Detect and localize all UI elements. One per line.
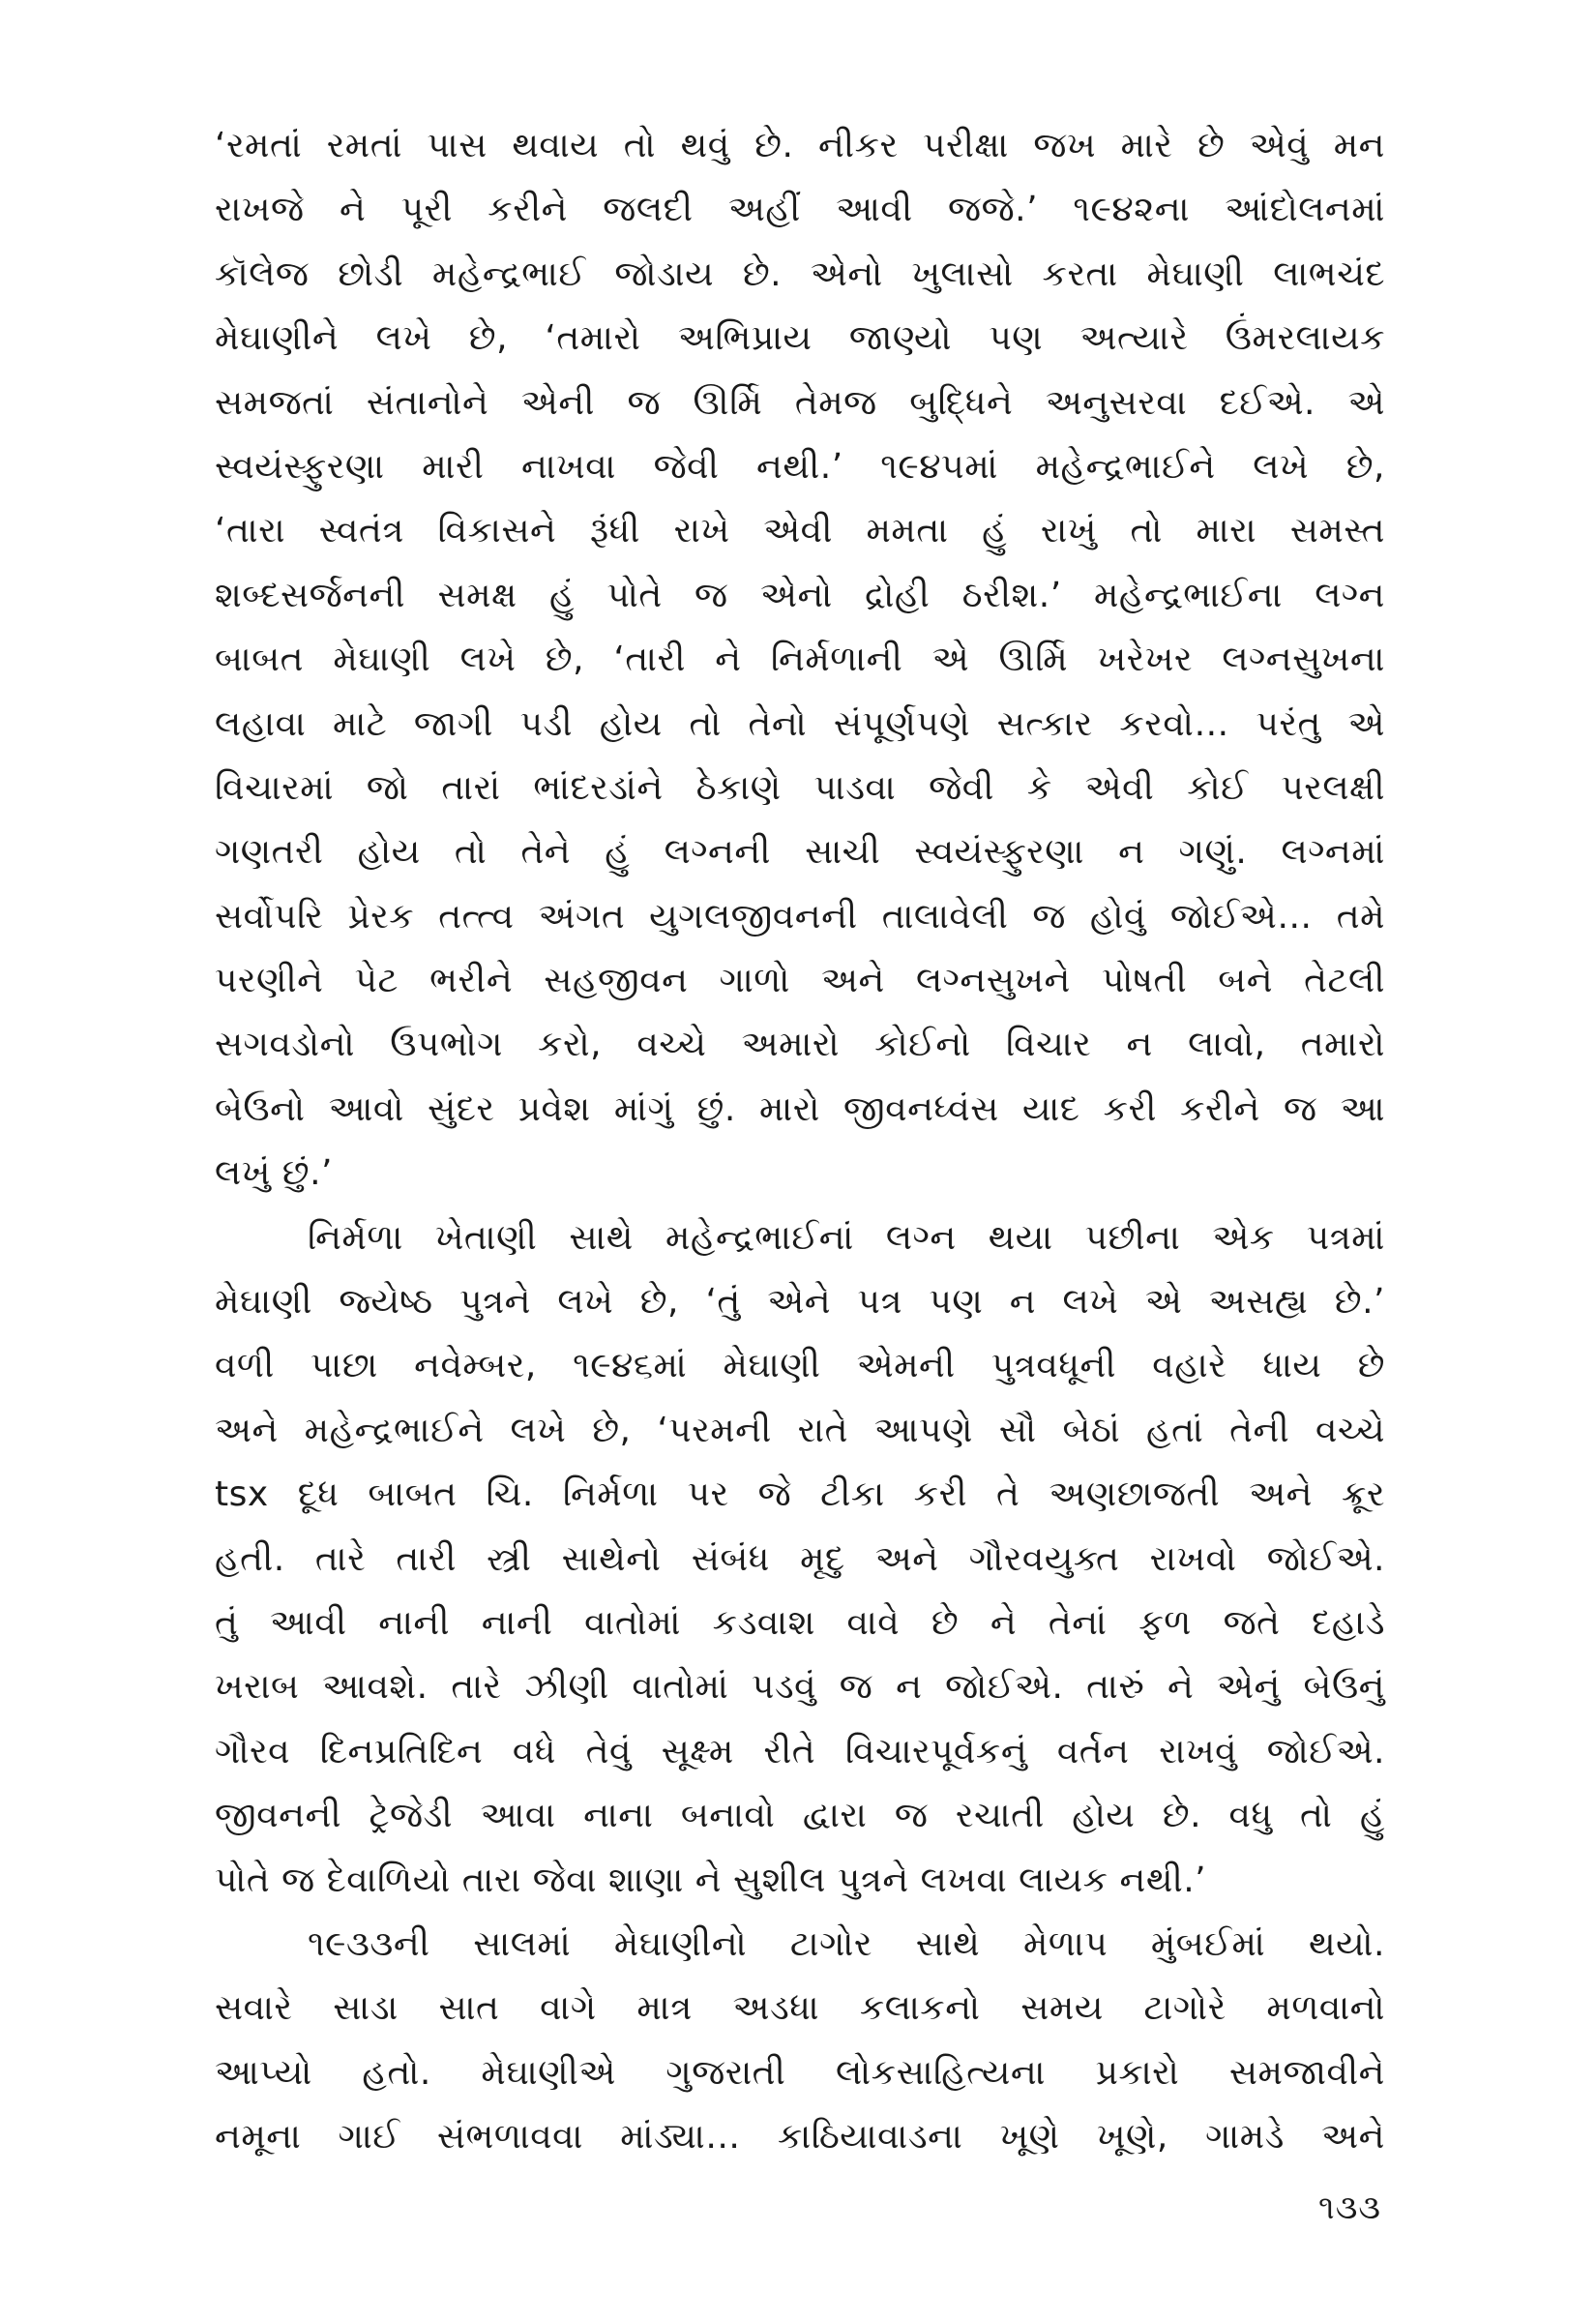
text-line: ગૌરવ દિનપ્રતિદિન વધે તેવું સૂક્ષ્મ રીતે વિચારપૂર્વકનું વર્તન રાખવું જોઈએ. bbox=[215, 1731, 1385, 1771]
text-line: મેઘાણીને લખે છે, ‘તમારો અભિપ્રાય જાણ્યો પણ અત્યારે ઉંમરલાયક bbox=[215, 318, 1385, 359]
text-line: અને મહેન્દ્રભાઈને લખે છે, ‘પરમની રાતે આપણે સૌ બેઠાં હતાં તેની વચ્ચે bbox=[215, 1410, 1385, 1450]
text-line: બાબત મેઘાણી લખે છે, ‘તારી ને નિર્મળાની એ ઊર્મિ ખરેખર લગ્નસુખના bbox=[215, 640, 1385, 680]
paragraph-start-line: ૧૯૩૩ની સાલમાં મેઘાણીનો ટાગોર સાથે મેળાપ મુંબઈમાં થયો. bbox=[308, 1923, 1385, 1964]
text-line: વળી પાછા નવેમ્બર, ૧૯૪૬માં મેઘાણી એમની પુત્રવધૂની વહારે ધાય છે bbox=[215, 1346, 1385, 1386]
text-line: સવારે સાડા સાત વાગે માત્ર અડધા કલાકનો સમય ટાગોરે મળવાનો bbox=[215, 1988, 1385, 2029]
text-line: સર્વોપરિ પ્રેરક તત્ત્વ અંગત યુગલજીવનની તાલાવેલી જ હોવું જોઈએ… તમે bbox=[215, 896, 1385, 937]
text-line: હતી. તારે તારી સ્ત્રી સાથેનો સંબંધ મૃદુ અને ગૌરવયુક્ત રાખવો જોઈએ. bbox=[215, 1538, 1385, 1579]
page-number: ૧૩૩ bbox=[1318, 2188, 1381, 2227]
text-line: સમજતાં સંતાનોને એની જ ઊર્મિ તેમજ બુદ્ધિને અનુસરવા દઈએ. એ bbox=[215, 382, 1385, 423]
text-line: ‘તારા સ્વતંત્ર વિકાસને રૂંધી રાખે એવી મમતા હું રાખું તો મારા સમસ્ત bbox=[215, 511, 1385, 551]
text-line: ખરાબ આવશે. તારે ઝીણી વાતોમાં પડવું જ ન જોઈએ. તારું ને એનું બેઉનું bbox=[215, 1667, 1385, 1708]
text-line: જીવનની ટ્રેજેડી આવા નાના બનાવો દ્વારા જ રચાતી હોય છે. વધુ તો હું bbox=[215, 1796, 1385, 1836]
text-line: પરણીને પેટ ભરીને સહજીવન ગાળો અને લગ્નસુખને પોષતી બને તેટલી bbox=[215, 961, 1386, 1001]
text-line: ‘રમતાં રમતાં પાસ થવાય તો થવું છે. નીકર પરીક્ષા જખ મારે છે એવું મન bbox=[215, 126, 1385, 165]
text-line: બેઉનો આવો સુંદર પ્રવેશ માંગું છું. મારો જીવનધ્વંસ યાદ કરી કરીને જ આ bbox=[215, 1088, 1385, 1129]
text-line: પોતે જ દેવાળિયો તારા જેવા શાણા ને સુશીલ પુત્રને લખવા લાયક નથી.’ bbox=[215, 1860, 1207, 1900]
text-line: ગણતરી હોય તો તેને હું લગ્નની સાચી સ્વયંસ્ફુરણા ન ગણું. લગ્નમાં bbox=[215, 832, 1385, 873]
text-line: કૉલેજ છોડી મહેન્દ્રભાઈ જોડાય છે. એનો ખુલાસો કરતા મેઘાણી લાભચંદ bbox=[215, 253, 1385, 294]
text-line: લહાવા માટે જાગી પડી હોય તો તેનો સંપૂર્ણપણે સત્કાર કરવો… પરંતુ એ bbox=[215, 703, 1385, 744]
paragraph-start-line: નિર્મળા ખેતાણી સાથે મહેન્દ્રભાઈનાં લગ્ન થયા પછીના એક પત્રમાં bbox=[308, 1217, 1385, 1258]
text-line: વિચારમાં જો તારાં ભાંદરડાંને ઠેકાણે પાડવા જેવી કે એવી કોઈ પરલક્ષી bbox=[215, 767, 1385, 808]
text-line: સગવડોનો ઉપભોગ કરો, વચ્ચે અમારો કોઈનો વિચાર ન લાવો, તમારો bbox=[215, 1025, 1385, 1065]
body-text bbox=[215, 114, 1385, 2170]
text-line: તું આવી નાની નાની વાતોમાં કડવાશ વાવે છે ને તેનાં ફળ જતે દહાડે bbox=[215, 1602, 1385, 1643]
text-line: નમૂના ગાઈ સંભળાવવા માંડ્યા… કાઠિયાવાડના ખૂણે ખૂણે, ગામડે અને bbox=[215, 2117, 1385, 2158]
text-line: રાખજે ને પૂરી કરીને જલદી અહીં આવી જજે.’ ૧૯૪૨ના આંદોલનમાં bbox=[215, 190, 1385, 230]
text-line: મેઘાણી જ્યેષ્ઠ પુત્રને લખે છે, ‘તું એને પત્ર પણ ન લખે એ અસહ્ય છે.’ bbox=[215, 1282, 1385, 1323]
text-line: આપ્યો હતો. મેઘાણીએ ગુજરાતી લોકસાહિત્યના પ્રકારો સમજાવીને bbox=[215, 2052, 1385, 2093]
text-line: લખું છું.’ bbox=[215, 1153, 333, 1194]
text-line: સ્વયંસ્ફુરણા મારી નાખવા જેવી નથી.’ ૧૯૪૫માં મહેન્દ્રભાઈને લખે છે, bbox=[215, 446, 1385, 487]
text-line: શબ્દસર્જનની સમક્ષ હું પોતે જ એનો દ્રોહી ઠરીશ.’ મહેન્દ્રભાઈના લગ્ન bbox=[215, 575, 1385, 615]
text-line: tsx દૂધ બાબત ચિ. નિર્મળા પર જે ટીકા કરી તે અણછાજતી અને ક્રૂર bbox=[215, 1474, 1385, 1515]
